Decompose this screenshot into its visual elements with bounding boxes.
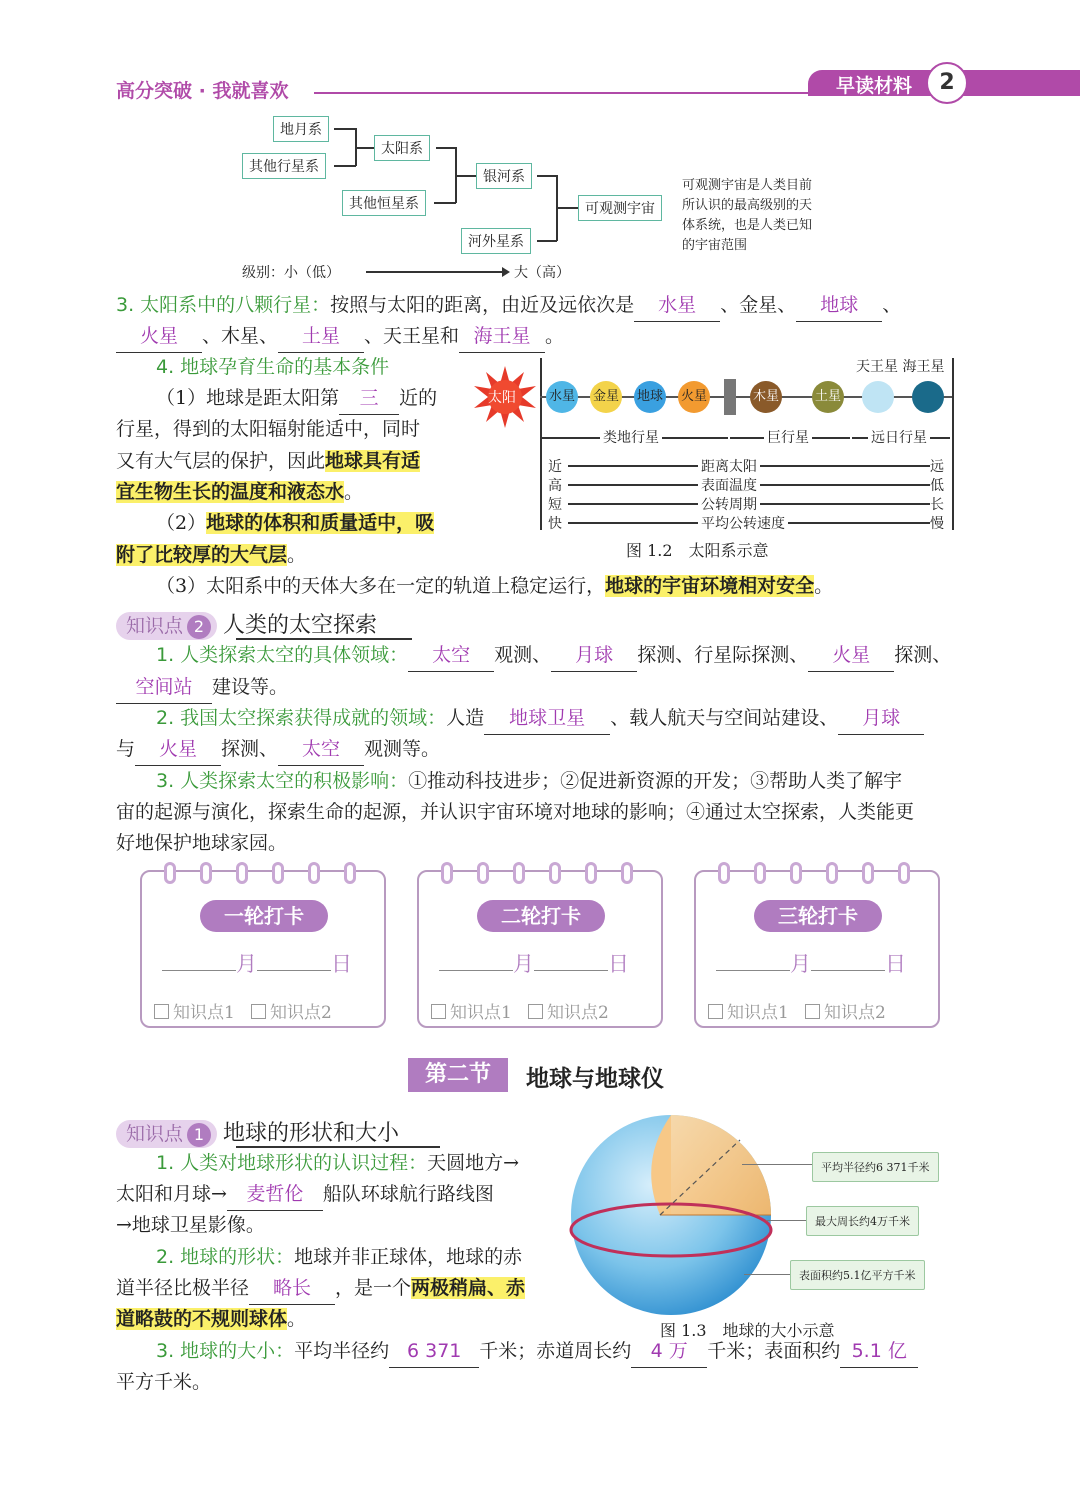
card-title: 二轮打卡 — [477, 900, 605, 932]
planet-earth: 地球 — [634, 381, 666, 413]
card-date[interactable]: 月 日 — [439, 948, 629, 978]
tree-node: 可观测宇宙 — [578, 195, 662, 221]
checkbox[interactable] — [708, 1004, 723, 1019]
group-outer: 远日行星 — [868, 427, 930, 447]
tree-node: 太阳系 — [374, 135, 430, 161]
card-checkboxes: 知识点1 知识点2 — [708, 998, 886, 1023]
radius-callout: 平均半径约6 371千米 — [812, 1152, 939, 1182]
connector — [455, 175, 476, 177]
tree-node: 其他行星系 — [242, 153, 326, 179]
level-label: 级别：小（低） — [242, 265, 340, 281]
kp1-l1b: 太阳和月球→ 麦哲伦 船队环球航行路线图 — [116, 1179, 494, 1211]
card-checkboxes: 知识点1 知识点2 — [431, 998, 609, 1023]
figure-caption: 图 1.2 太阳系示意 — [626, 541, 769, 560]
planet-mercury: 水星 — [546, 381, 578, 413]
kp1-l3: 3. 地球的大小：平均半径约 6 371 千米；赤道周长约 4 万 千米；表面积约 5.1 亿 — [156, 1336, 918, 1368]
life-p3: （3）太阳系中的天体大多在一定的轨道上稳定运行，地球的宇宙环境相对安全。 — [156, 575, 834, 597]
tree-node: 银河系 — [476, 163, 532, 189]
life-p1-1: （1）地球是距太阳第 三 近的 — [156, 383, 437, 415]
tree-node: 河外星系 — [461, 228, 531, 254]
page-number: 2 — [926, 62, 968, 104]
kp2-l2b: 与 火星 探测、 太空 观测等。 — [116, 734, 440, 766]
checkbox[interactable] — [528, 1004, 543, 1019]
earth-caption: 图 1.3 地球的大小示意 — [660, 1321, 835, 1340]
level-arrow-head — [502, 267, 510, 277]
planet-mars: 火星 — [678, 381, 710, 413]
group-giant: 巨行星 — [764, 427, 812, 447]
kp2-l1: 1. 人类探索太空的具体领域： 太空 观测、 月球 探测、行星际探测、 火星 探测、 — [156, 640, 951, 672]
kp1-l1: 1. 人类对地球形状的认识过程：天圆地方→ — [156, 1152, 520, 1174]
callout-leader — [766, 1220, 806, 1221]
kp2-l2: 2. 我国太空探索获得成就的领域：人造 地球卫星 、载人航天与空间站建设、 月球 — [156, 703, 924, 735]
area-callout: 表面积约5.1亿平方千米 — [790, 1260, 925, 1290]
property-row: 快 平均公转速度 慢 — [548, 513, 948, 531]
planet-neptune — [912, 381, 944, 413]
kp2-heading: 知识点 2 人类的太空探索 — [116, 608, 377, 640]
property-row: 短 公转周期 长 — [548, 494, 948, 512]
outer-planet-labels: 天王星 海王星 — [856, 359, 945, 375]
checkin-card — [417, 870, 663, 1028]
planets-line-2: 火星 、木星、 土星 、天王星和 海王星 。 — [116, 321, 564, 353]
planet-uranus — [862, 381, 894, 413]
planet-venus: 金星 — [590, 381, 622, 413]
kp1-l3b: 平方千米。 — [116, 1371, 212, 1393]
header-label: 早读材料 — [836, 75, 913, 97]
group-terrestrial: 类地行星 — [600, 427, 662, 447]
connector — [537, 240, 557, 242]
life-p1-4: 宜生物生长的温度和液态水。 — [116, 481, 364, 503]
kp2-l3c: 好地保护地球家园。 — [116, 832, 288, 854]
card-title: 三轮打卡 — [754, 900, 882, 932]
section-badge: 第二节 — [408, 1058, 508, 1092]
life-heading: 4. 地球孕育生命的基本条件 — [156, 356, 390, 378]
connector — [334, 165, 356, 167]
level-end: 大（高） — [514, 265, 570, 281]
tree-node: 地月系 — [273, 116, 329, 142]
connector — [334, 128, 356, 130]
kp2-l1b: 空间站 建设等。 — [116, 672, 288, 704]
callout-leader — [744, 1274, 790, 1275]
kp1-l2: 2. 地球的形状：地球并非正球体，地球的赤 — [156, 1246, 523, 1268]
property-row: 高 表面温度 低 — [548, 475, 948, 493]
card-checkboxes: 知识点1 知识点2 — [154, 998, 332, 1023]
connector — [355, 147, 374, 149]
connector — [436, 147, 456, 149]
earth-globe — [568, 1112, 774, 1318]
property-row: 近 距离太阳 远 — [548, 456, 948, 474]
checkin-card — [694, 870, 940, 1028]
figure-right-border — [952, 358, 954, 530]
life-p1-2: 行星，得到的太阳辐射能适中，同时 — [116, 418, 421, 440]
header-title: 高分突破 · 我就喜欢 — [116, 80, 289, 102]
callout-leader — [742, 1164, 812, 1165]
card-title: 一轮打卡 — [200, 900, 328, 932]
kp1-l1c: →地球卫星影像。 — [116, 1214, 265, 1236]
header-rule — [314, 92, 814, 94]
connector — [556, 207, 578, 209]
asteroid-belt — [724, 379, 736, 415]
checkbox[interactable] — [431, 1004, 446, 1019]
connector — [434, 202, 456, 204]
circumference-callout: 最大周长约4万千米 — [806, 1206, 919, 1236]
life-p1-3: 又有大气层的保护，因此地球具有适 — [116, 450, 421, 472]
kp1-heading: 知识点 1 地球的形状和大小 — [116, 1116, 399, 1148]
planet-jupiter: 木星 — [750, 381, 782, 413]
level-arrow — [366, 271, 506, 273]
planet-saturn: 土星 — [812, 381, 844, 413]
planets-line-1: 3. 太阳系中的八颗行星：按照与太阳的距离，由近及远依次是 水星 、金星、 地球 、 — [116, 290, 901, 322]
sun-label: 太阳 — [488, 390, 516, 406]
kp2-l3b: 宙的起源与演化，探索生命的起源，并认识宇宙环境对地球的影响；④通过太空探索，人类能更 — [116, 801, 915, 823]
kp1-l2b: 道半径比极半径 略长 ，是一个两极稍扁、赤 — [116, 1273, 525, 1305]
connector — [537, 175, 557, 177]
kp2-l3: 3. 人类探索太空的积极影响：①推动科技进步；②促进新资源的开发；③帮助人类了解宇 — [156, 770, 903, 792]
section-title: 地球与地球仪 — [526, 1066, 664, 1092]
checkbox[interactable] — [154, 1004, 169, 1019]
checkin-card — [140, 870, 386, 1028]
checkbox[interactable] — [805, 1004, 820, 1019]
life-p2-1: （2）地球的体积和质量适中，吸 — [156, 512, 435, 534]
figure-left-border — [540, 358, 542, 530]
tree-node: 其他恒星系 — [342, 190, 426, 216]
card-date[interactable]: 月 日 — [162, 948, 352, 978]
life-p2-2: 附了比较厚的大气层。 — [116, 544, 307, 566]
checkbox[interactable] — [251, 1004, 266, 1019]
tree-note: 可观测宇宙是人类目前 所认识的最高级别的天 体系统，也是人类已知 的宇宙范围 — [682, 178, 813, 253]
card-date[interactable]: 月 日 — [716, 948, 906, 978]
kp1-l2c: 道略鼓的不规则球体。 — [116, 1308, 307, 1330]
